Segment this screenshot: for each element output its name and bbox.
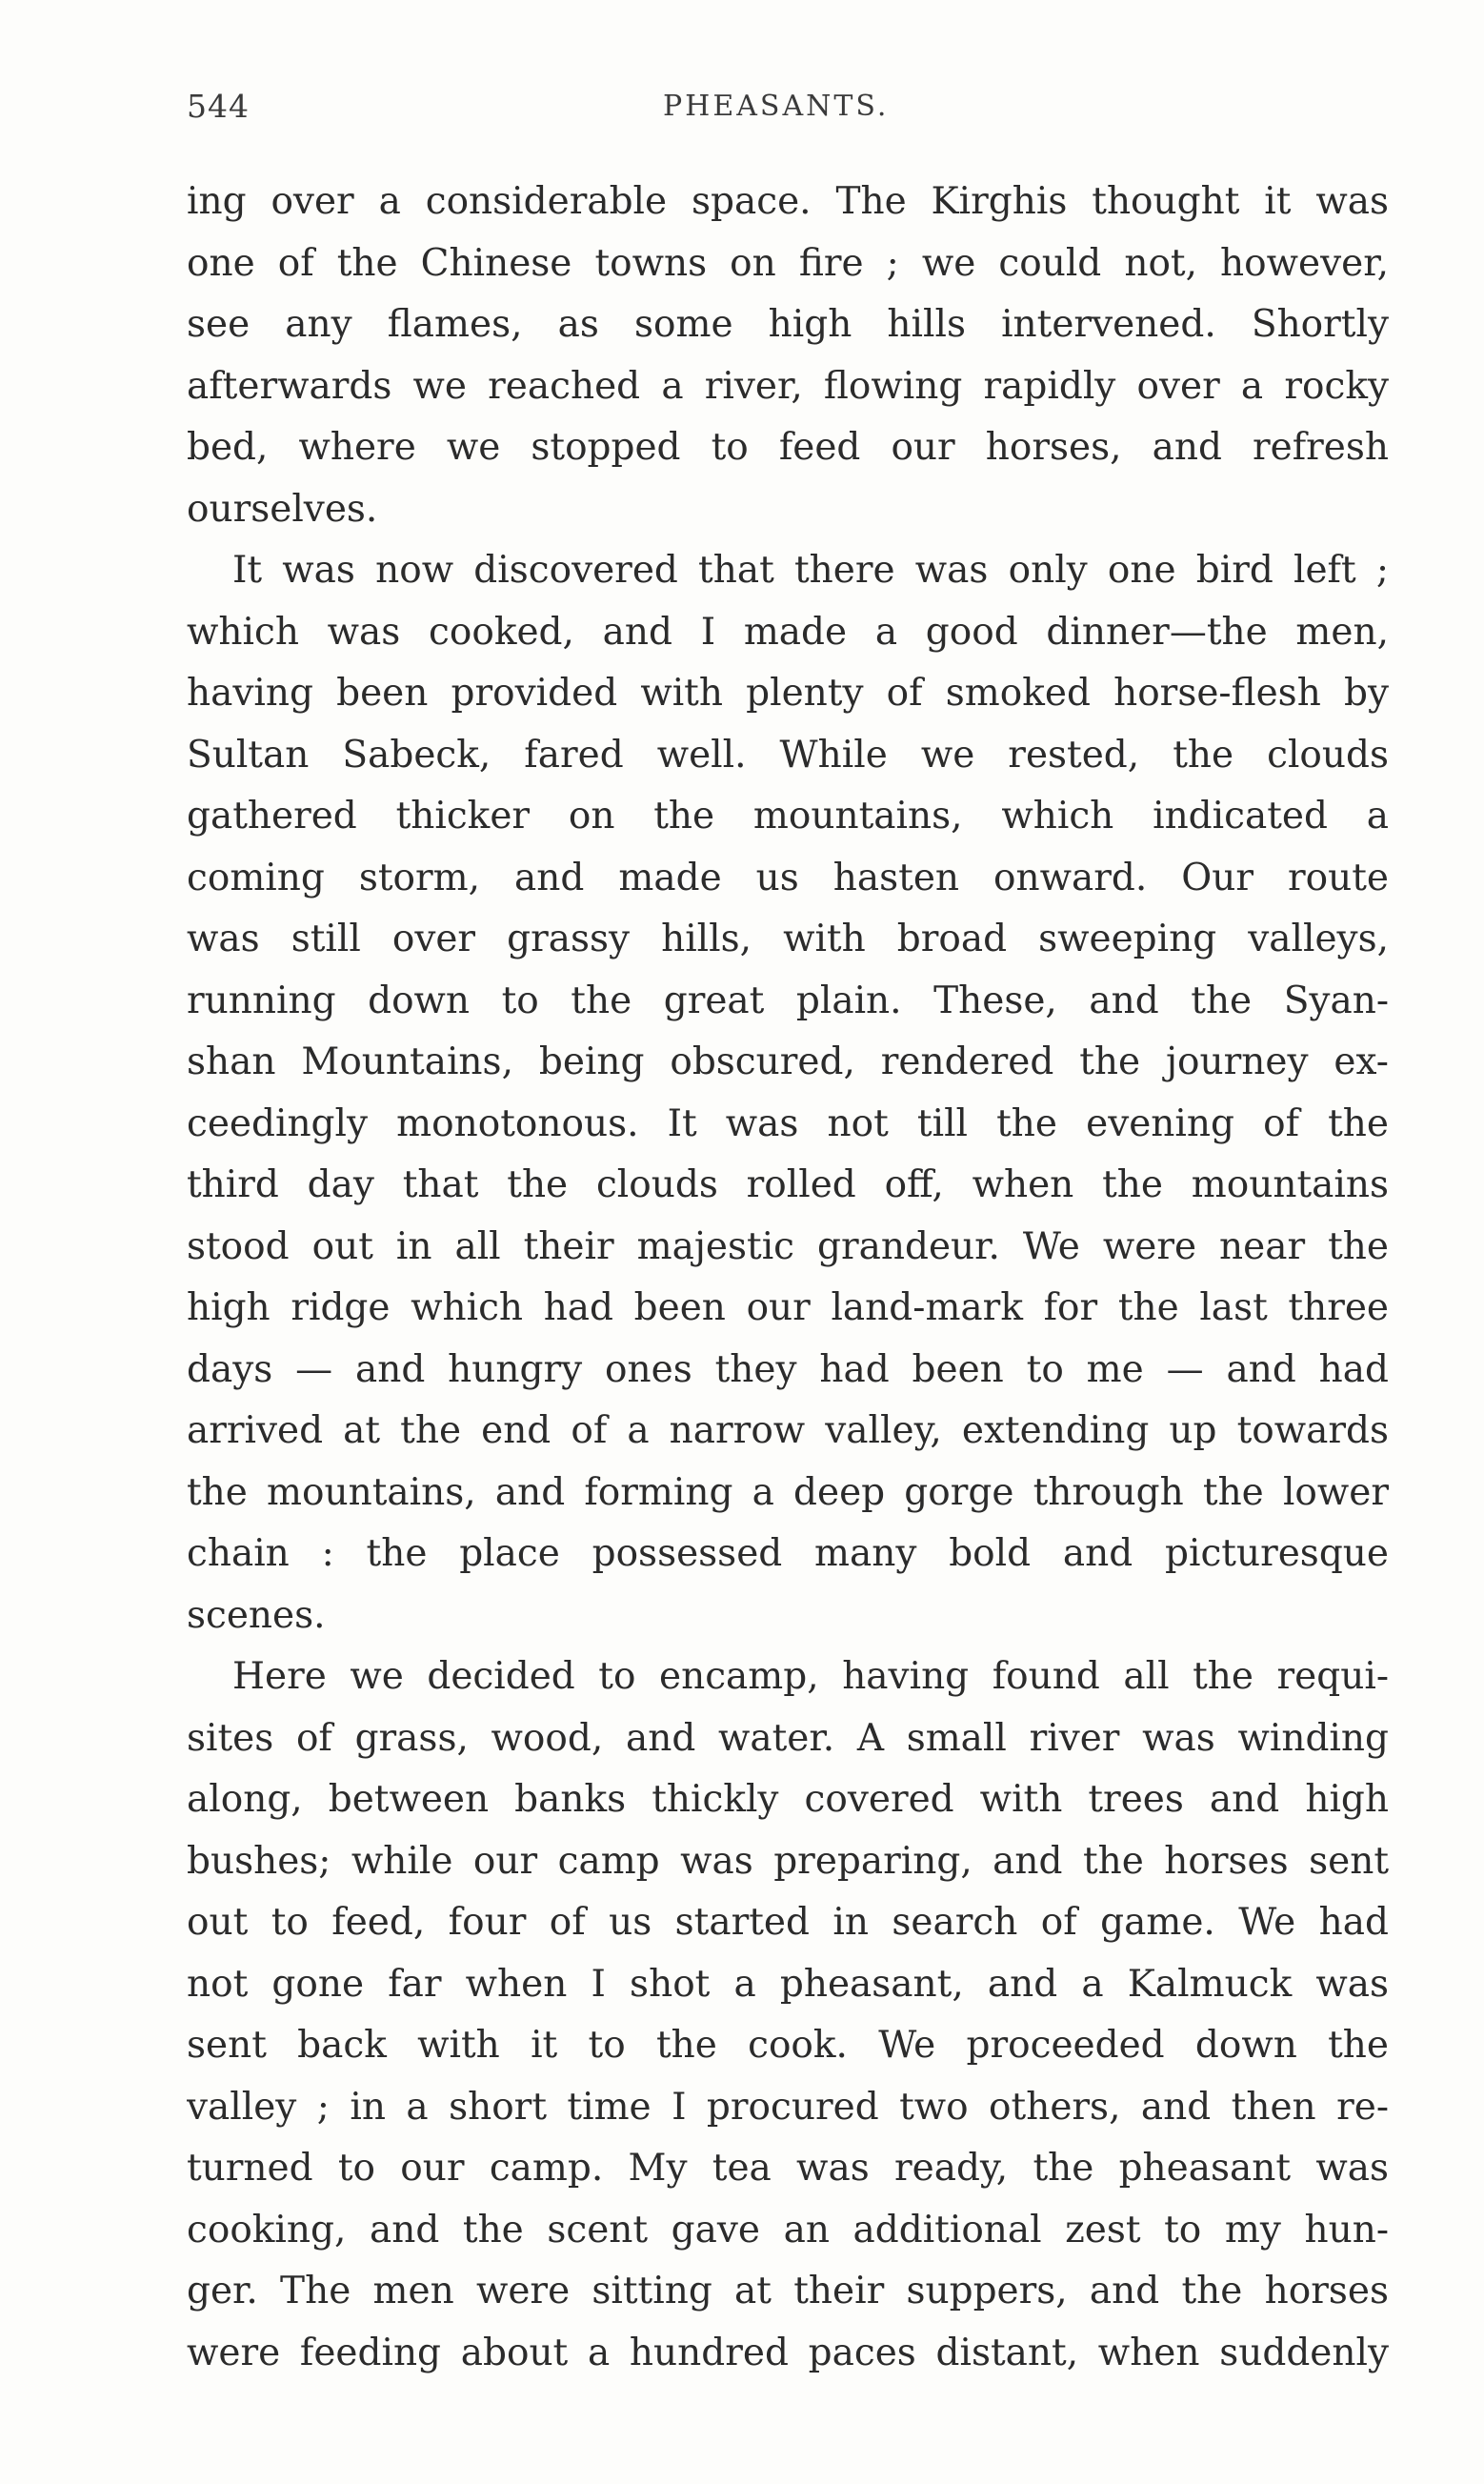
text-line: days — and hungry ones they had been to me — and had <box>187 1347 1389 1391</box>
text-line: afterwards we reached a river, flowing rapidly over a rocky <box>187 364 1389 408</box>
page-number: 544 <box>187 88 250 125</box>
text-line: not gone far when I shot a pheasant, and a Kalmuck was <box>187 1962 1389 2006</box>
text-line: was still over grassy hills, with broad sweeping valleys, <box>187 918 1389 960</box>
text-line: stood out in all their majestic grandeur. We were near the <box>187 1224 1389 1268</box>
text-line: ourselves. <box>187 487 378 531</box>
paragraph-3 <box>187 1646 1389 2384</box>
text-line: Sultan Sabeck, fared well. While we rested, the clouds <box>187 733 1389 777</box>
text-line: ing over a considerable space. The Kirghis thought it was <box>187 180 1389 223</box>
text-line: one of the Chinese towns on fire ; we could not, however, <box>187 241 1389 285</box>
text-line: which was cooked, and I made a good dinner—the men, <box>187 610 1389 654</box>
text-line: bushes; while our camp was preparing, and the horses sent <box>187 1839 1389 1883</box>
paragraph-2 <box>187 540 1389 1646</box>
text-line: along, between banks thickly covered with trees and high <box>187 1778 1389 1821</box>
text-line: valley ; in a short time I procured two others, and then re- <box>187 2085 1389 2129</box>
running-head <box>187 88 1389 135</box>
text-line: chain : the place possessed many bold and picturesque <box>187 1532 1389 1575</box>
running-title: PHEASANTS. <box>663 90 890 123</box>
text-line: arrived at the end of a narrow valley, extending up towards <box>187 1409 1389 1452</box>
text-line: Here we decided to encamp, having found all the requi- <box>232 1655 1389 1698</box>
text-line: sites of grass, wood, and water. A small river was winding <box>187 1716 1389 1760</box>
text-line: having been provided with plenty of smoked horse-flesh by <box>187 672 1389 715</box>
text-line: cooking, and the scent gave an additional zest to my hun- <box>187 2208 1389 2252</box>
body-text <box>187 172 1389 2384</box>
text-line: turned to our camp. My tea was ready, the pheasant was <box>187 2147 1389 2190</box>
text-line: ceedingly monotonous. It was not till the evening of the <box>187 1101 1389 1145</box>
text-line: scenes. <box>187 1593 326 1637</box>
text-line: gathered thicker on the mountains, which indicated a <box>187 795 1389 838</box>
text-line: running down to the great plain. These, and the Syan- <box>187 979 1389 1022</box>
paragraph-1 <box>187 172 1389 540</box>
text-line: coming storm, and made us hasten onward. Our route <box>187 856 1389 899</box>
text-line: ger. The men were sitting at their suppers, and the horses <box>187 2270 1389 2312</box>
text-line: It was now discovered that there was only one bird left ; <box>232 549 1389 592</box>
text-line: the mountains, and forming a deep gorge through the lower <box>187 1470 1389 1514</box>
text-line: out to feed, four of us started in search of game. We had <box>187 1901 1389 1944</box>
text-line: see any flames, as some high hills intervened. Shortly <box>187 303 1389 346</box>
text-line: high ridge which had been our land-mark for the last three <box>187 1286 1389 1329</box>
text-line: bed, where we stopped to feed our horses, and refresh <box>187 426 1389 469</box>
text-line: were feeding about a hundred paces distant, when suddenly <box>187 2331 1389 2374</box>
text-line: shan Mountains, being obscured, rendered the journey ex- <box>187 1040 1389 1083</box>
text-line: third day that the clouds rolled off, when the mountains <box>187 1163 1389 1206</box>
text-line: sent back with it to the cook. We proceeded down the <box>187 2024 1389 2067</box>
